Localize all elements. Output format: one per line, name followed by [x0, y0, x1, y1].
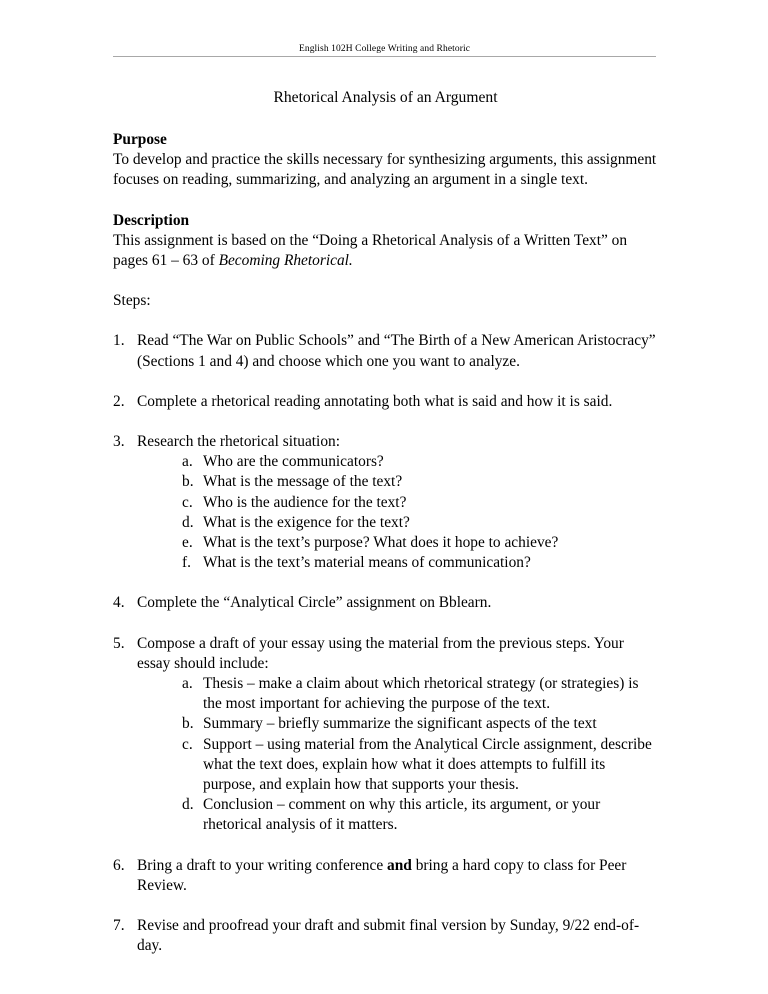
step-text: Complete a rhetorical reading annotating both what is said and how it is said.	[137, 392, 613, 410]
substep-marker: d.	[182, 796, 194, 814]
step-text: Compose a draft of your essay using the material from the previous steps. Your essay should include:	[137, 634, 624, 672]
list-item	[182, 553, 658, 573]
step-text-after-bold: bring a hard copy to class for Peer Review.	[137, 856, 627, 894]
list-item	[113, 856, 658, 896]
substep-text: Who is the audience for the text?	[203, 493, 407, 511]
step-marker: 4.	[113, 594, 125, 612]
step-marker: 7.	[113, 917, 125, 935]
step-text-before-bold: Bring a draft to your writing conference	[137, 856, 388, 874]
header-rule	[113, 56, 656, 57]
list-item	[113, 634, 658, 836]
substep-marker: d.	[182, 513, 194, 531]
substep-text: Who are the communicators?	[203, 453, 384, 471]
list-item	[113, 593, 658, 613]
substeps-list	[137, 452, 658, 573]
substep-marker: a.	[182, 453, 193, 471]
list-item	[182, 493, 658, 513]
list-item	[182, 674, 658, 714]
step-text: Read “The War on Public Schools” and “The Birth of a New American Aristocracy” (Sections 1 and 4) and choose which one you want to analyze.	[137, 332, 656, 370]
substep-text: Thesis – make a claim about which rhetorical strategy (or strategies) is the most important for achieving the purpose of the text.	[203, 675, 639, 713]
substep-marker: b.	[182, 715, 194, 733]
substep-text: What is the text’s material means of communication?	[203, 554, 531, 572]
document-body	[113, 88, 658, 957]
step-text: Complete the “Analytical Circle” assignment on Bblearn.	[137, 594, 492, 612]
purpose-heading: Purpose	[113, 131, 167, 148]
step-text: Research the rhetorical situation:	[137, 433, 340, 451]
substep-marker: f.	[182, 554, 191, 572]
running-head: English 102H College Writing and Rhetoric	[298, 44, 471, 54]
step-text	[137, 856, 658, 896]
step-marker: 2.	[113, 392, 125, 410]
list-item	[113, 331, 658, 371]
substep-marker: c.	[182, 493, 193, 511]
list-item	[113, 432, 658, 573]
substep-text: What is the exigence for the text?	[203, 513, 410, 531]
spacer	[113, 271, 658, 291]
list-item	[182, 735, 658, 796]
substep-text: Summary – briefly summarize the significant aspects of the text	[203, 715, 597, 733]
book-title: Becoming Rhetorical.	[218, 252, 353, 270]
substep-text: Conclusion – comment on why this article, its argument, or your rhetorical analysis of it matters.	[203, 796, 601, 834]
substep-marker: a.	[182, 675, 193, 693]
list-item	[182, 533, 658, 553]
step-text: Revise and proofread your draft and submit final version by Sunday, 9/22 end-of-day.	[137, 917, 640, 955]
description-heading: Description	[113, 211, 190, 229]
page-header	[113, 44, 656, 57]
steps-list	[113, 331, 658, 956]
description-text: This assignment is based on the “Doing a Rhetorical Analysis of a Written Text” on pages 61 – 63 of	[113, 231, 628, 270]
substep-marker: c.	[182, 735, 193, 753]
list-item	[113, 916, 658, 956]
list-item	[182, 795, 658, 835]
list-item	[113, 392, 658, 412]
step-marker: 6.	[113, 856, 125, 874]
list-item	[182, 513, 658, 533]
step-marker: 5.	[113, 634, 125, 652]
substep-marker: e.	[182, 534, 193, 552]
substep-text: Support – using material from the Analytical Circle assignment, describe what the text does, explain how what it does attempts to fulfill its purpose, and explain how that supports your thesis.	[203, 735, 652, 794]
emphasis-and: and	[387, 856, 412, 874]
purpose-body: To develop and practice the skills necessary for synthesizing arguments, this assignment focuses on reading, summarizing, and analyzing an argument in a single text.	[113, 151, 657, 189]
substep-text: What is the message of the text?	[203, 473, 403, 491]
steps-label: Steps:	[113, 292, 151, 310]
substep-marker: b.	[182, 473, 194, 491]
page-title: Rhetorical Analysis of an Argument	[273, 89, 498, 106]
description-body	[113, 231, 658, 271]
step-marker: 3.	[113, 433, 125, 451]
substep-text: What is the text’s purpose? What does it hope to achieve?	[203, 534, 559, 552]
spacer	[113, 191, 658, 211]
list-item	[182, 714, 658, 734]
spacer	[113, 311, 658, 331]
substeps-list	[137, 674, 658, 836]
list-item	[182, 472, 658, 492]
step-marker: 1.	[113, 332, 125, 350]
list-item	[182, 452, 658, 472]
